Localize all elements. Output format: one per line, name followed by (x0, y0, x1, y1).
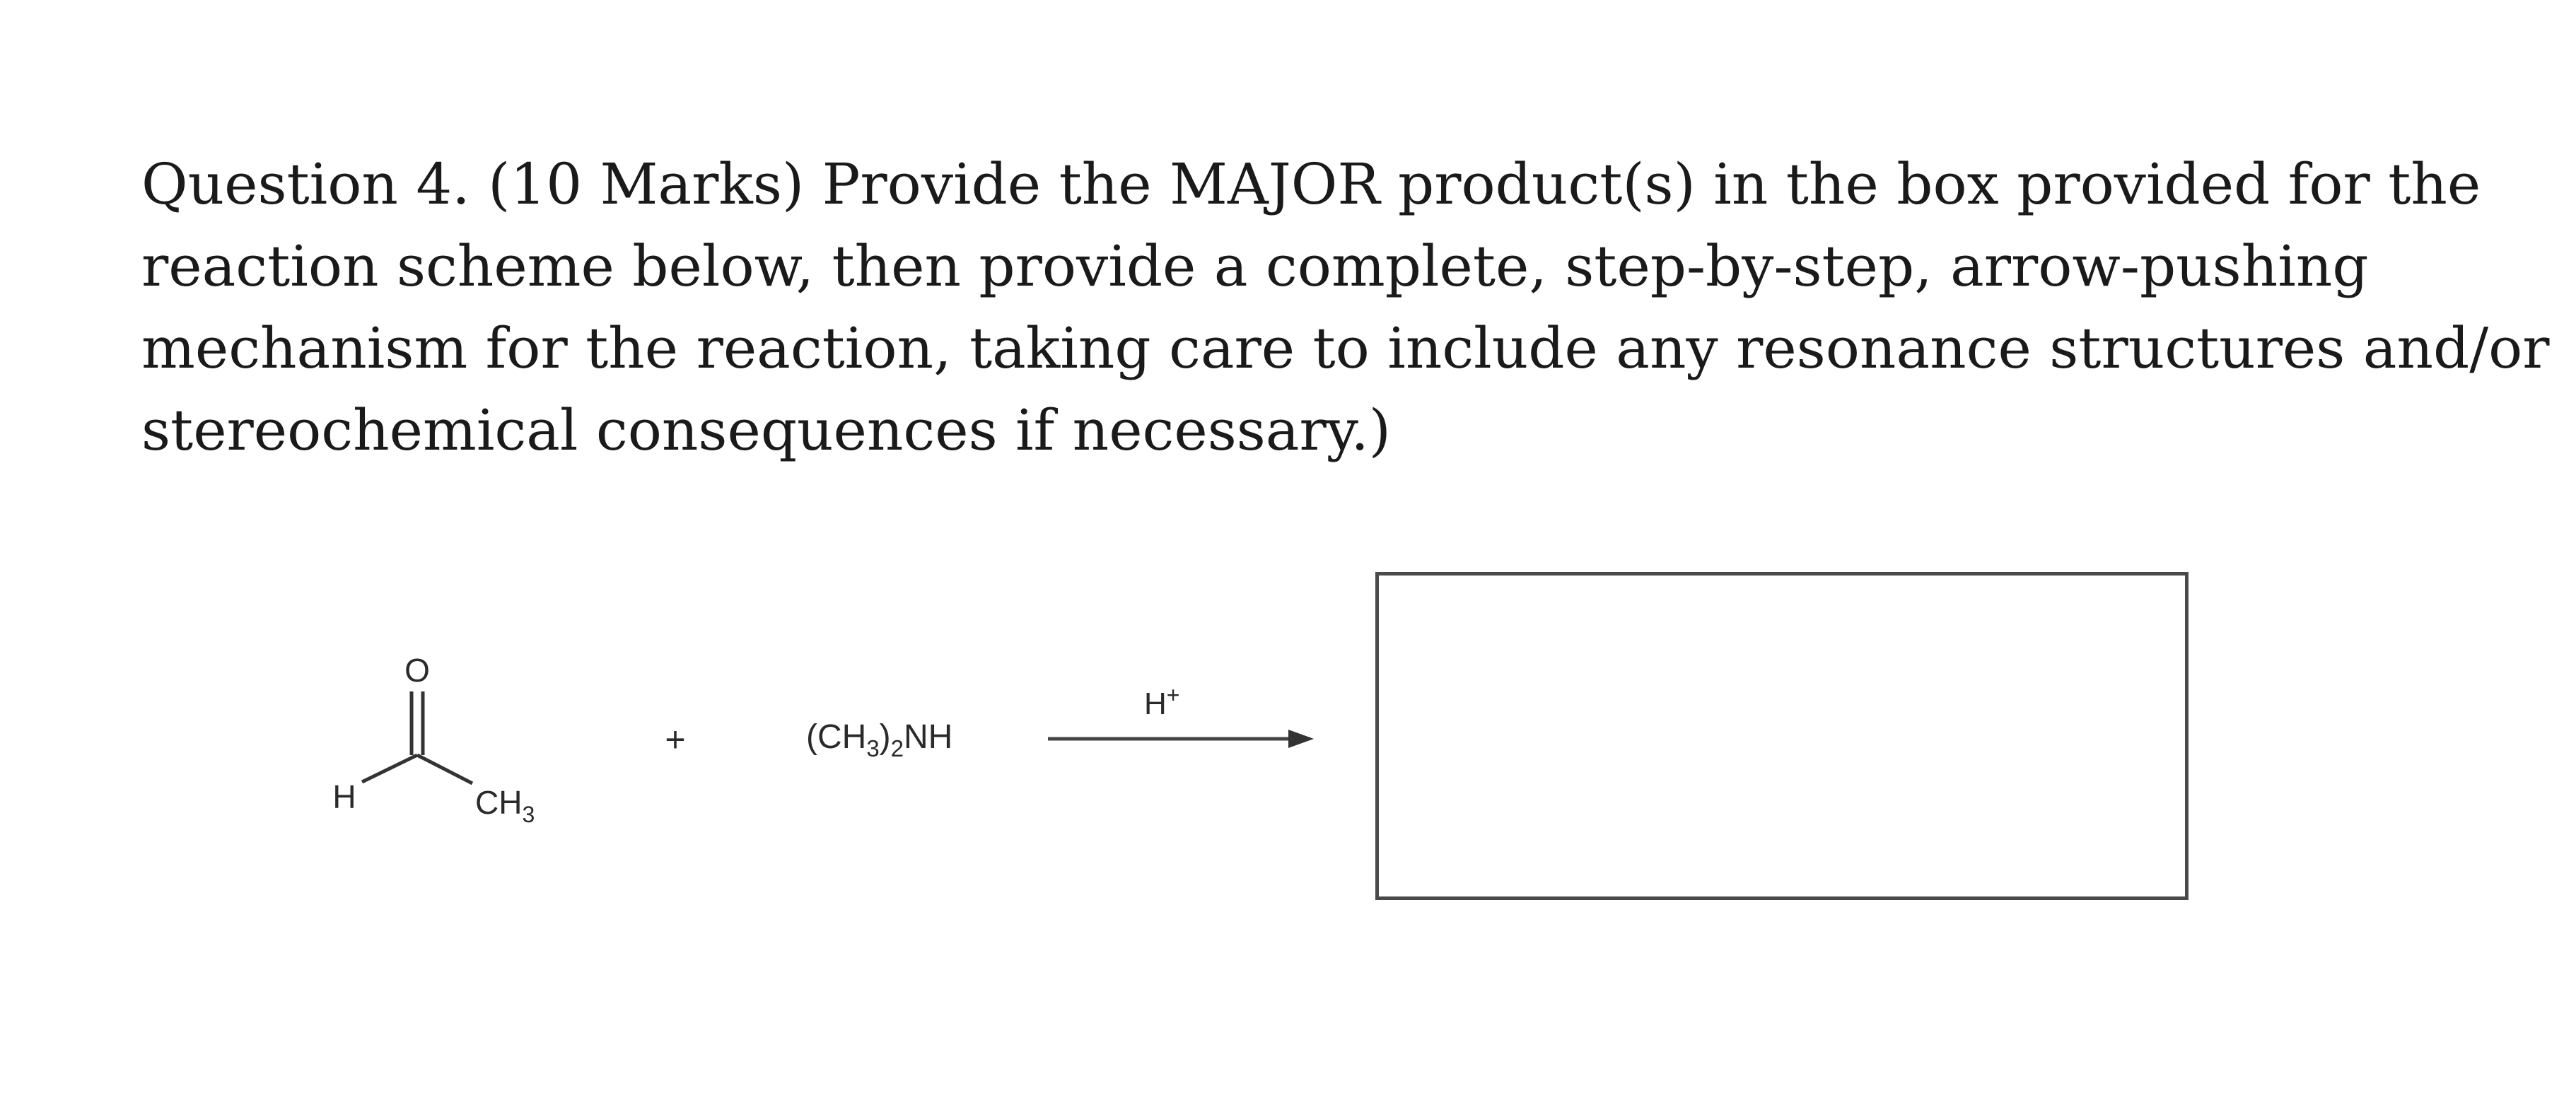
methyl-label: $CH_3$ (475, 784, 535, 827)
reaction-arrow (1048, 682, 1314, 748)
hydrogen-label: H (332, 778, 356, 815)
dimethylamine-label: $(CH_3)_2NH$ (806, 718, 953, 761)
bond-carbonyl-methyl (417, 755, 472, 783)
question-line-4: stereochemical consequences if necessary.) (141, 397, 1391, 463)
question-line-1: Question 4. (10 Marks) Provide the MAJOR product(s) in the box provided for the (141, 151, 2481, 217)
bond-h-carbonyl (362, 755, 417, 782)
catalyst-label: H+ (1144, 682, 1180, 721)
plus-sign: + (665, 720, 686, 759)
question-line-3: mechanism for the reaction, taking care to include any resonance structures and/or (141, 315, 2550, 381)
acetaldehyde-structure (332, 652, 535, 827)
answer-box[interactable] (1375, 572, 2189, 900)
question-line-2: reaction scheme below, then provide a complete, step-by-step, arrow-pushing (141, 233, 2369, 299)
arrowhead-icon (1288, 730, 1314, 748)
oxygen-label: O (404, 652, 430, 689)
